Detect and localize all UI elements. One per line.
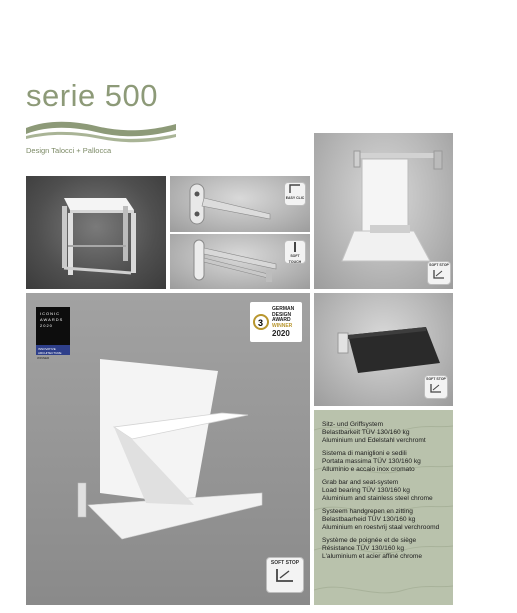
svg-text:3: 3 <box>258 318 264 328</box>
brand-title: serie 500 <box>26 78 159 113</box>
soft-stop-label: SOFT STOP <box>429 263 449 267</box>
award-line-2: DESIGN <box>272 311 292 318</box>
soft-stop-badge-2 <box>424 375 448 399</box>
desc-de-1: Sitz- und Griffsystem <box>322 421 384 428</box>
desc-nl <box>322 508 450 532</box>
soft-stop-label-main: SOFT STOP <box>270 560 300 566</box>
desc-nl-1: Systeem handgrepen en zitting <box>322 508 413 515</box>
stool-photo <box>26 176 166 289</box>
folding-seat-icon <box>432 268 446 280</box>
desc-fr-3: L'aluminium et acier affiné chrome <box>322 553 423 560</box>
desc-fr-1: Système de poignée et de siège <box>322 537 417 544</box>
touch-icon <box>288 241 302 253</box>
desc-en-2: Load bearing TÜV 130/160 kg <box>322 487 410 494</box>
soft-stop-label: SOFT STOP <box>426 377 446 381</box>
logo-line-2: AWARDS <box>40 317 64 322</box>
brand-subtitle: Design Talocci + Pallocca <box>26 146 112 155</box>
soft-stop-badge-1 <box>427 261 451 285</box>
desc-de-2: Belastbarkeit TÜV 130/160 kg <box>322 429 410 436</box>
german-design-award-badge <box>250 302 302 342</box>
iconic-label-text: INNOVATIVE ARCHITECTURE <box>38 347 62 355</box>
folding-seat-icon <box>274 566 296 584</box>
desc-fr <box>322 537 450 561</box>
soft-touch-label: SOFT TOUCH <box>288 254 302 264</box>
desc-it-2: Portata massima TÜV 130/160 kg <box>322 458 421 465</box>
desc-de <box>322 421 450 445</box>
desc-nl-2: Belastbaarheid TÜV 130/160 kg <box>322 516 416 523</box>
main-seat-photo <box>26 293 310 605</box>
award-line-4: WINNER <box>272 322 293 329</box>
desc-it-1: Sistema di maniglioni e sedili <box>322 450 407 457</box>
award-line-3: AWARD <box>272 317 291 323</box>
folding-seat-icon <box>429 382 443 394</box>
desc-en-1: Grab bar and seat-system <box>322 479 399 486</box>
desc-nl-3: Aluminium en roestvrij staal verchroomd <box>322 524 440 531</box>
desc-it <box>322 450 450 474</box>
iconic-label <box>36 345 70 355</box>
description-panel <box>314 410 453 605</box>
soft-stop-badge-main <box>266 557 304 593</box>
award-year: 2020 <box>272 329 290 338</box>
desc-en-3: Aluminium and stainless steel chrome <box>322 495 433 502</box>
desc-it-3: Alluminio e accaio inox cromato <box>322 466 415 473</box>
award-line-1: GERMAN <box>272 306 295 312</box>
grab-bar-photo-bottom <box>170 234 310 289</box>
grab-bar-photo-top <box>170 176 310 232</box>
logo-line-1: ICONIC <box>40 311 60 316</box>
dark-seat-photo <box>314 293 453 406</box>
iconic-sub: WINNER <box>37 356 50 360</box>
wave-logo <box>26 116 176 144</box>
easy-click-badge <box>284 182 306 206</box>
award-medal-icon <box>253 310 269 334</box>
soft-touch-badge <box>284 240 306 264</box>
easy-click-label: EASY CLIC <box>285 196 305 200</box>
desc-fr-2: Résistance TÜV 130/160 kg <box>322 545 404 552</box>
folding-seat-photo <box>314 133 453 289</box>
hinge-icon <box>288 183 302 195</box>
desc-de-3: Aluminium und Edelstahl verchromt <box>322 437 426 444</box>
desc-en <box>322 479 450 503</box>
logo-line-3: 2020 <box>40 323 53 328</box>
iconic-awards-logo <box>36 307 70 345</box>
